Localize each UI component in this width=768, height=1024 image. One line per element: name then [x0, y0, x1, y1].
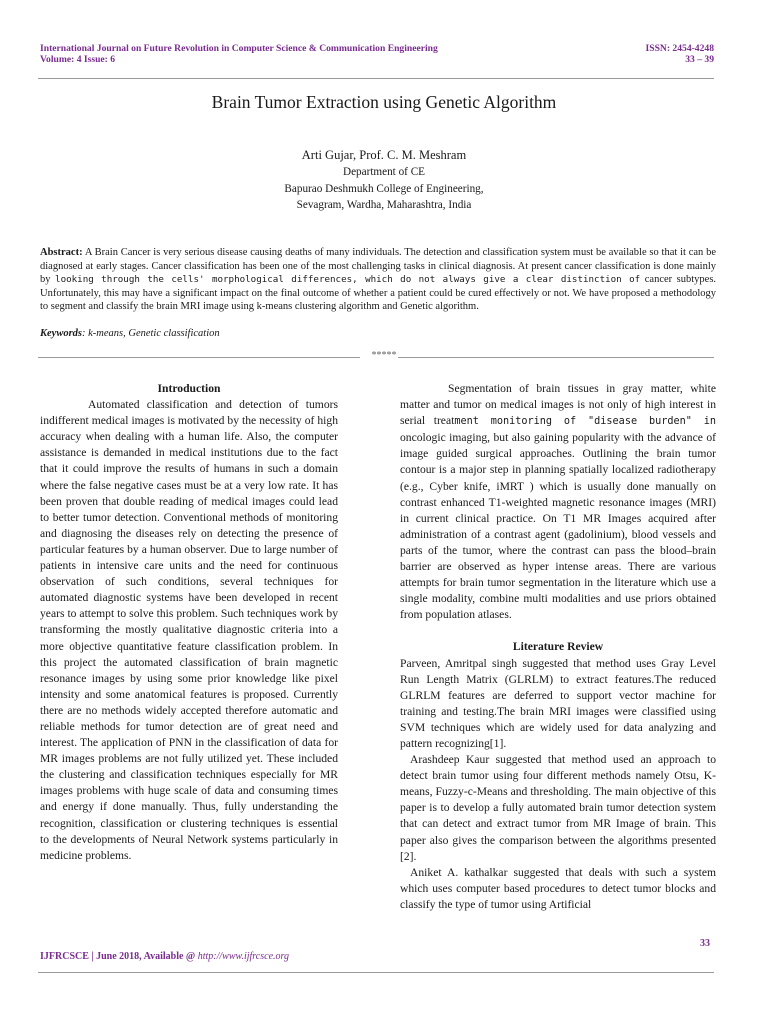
right-column — [400, 381, 716, 913]
literature-review-heading: Literature Review — [512, 640, 604, 654]
college: Bapurao Deshmukh College of Engineering, — [284, 182, 484, 195]
footer — [40, 951, 289, 962]
authors: Arti Gujar, Prof. C. M. Meshram — [301, 148, 467, 162]
abstract — [40, 246, 716, 314]
keywords — [40, 328, 220, 339]
footer-rule — [38, 972, 714, 973]
abstract-text-b: cancer subtypes. Unfortunately, this may have a significant impact on the final outcome of whether a patient could be cured effectively or not. We have proposed a methodology to segment and classify the brain MRI image using k-means clustering algorithm and Genetic algorithm. — [40, 274, 717, 313]
left-column — [40, 381, 338, 864]
journal-volume: Volume: 4 Issue: 6 — [40, 54, 116, 65]
introduction-heading: Introduction — [157, 382, 221, 395]
literature-para-1: Parveen, Amritpal singh suggested that method uses Gray Level Run Length Matrix (GLRLM) to extract features.The reduced GLRLM features are deferred to support vector machine for training and testing.The brain MRI images were classified using SVM techniques which are widely used for data analyzing and pattern recognizing[1]. — [400, 656, 716, 750]
abstract-text-mono: looking through the cells' morphological differences, which do not always give a clear distinction of — [55, 274, 641, 286]
introduction-body: Automated classification and detection of tumors indifferent medical images is motivated by the necessity of high accuracy when dealing with a human life. Also, the computer assistance is demanded in medical institutions due to the fact that it could improve the results of humans in such a domain where the false negative cases must be at a very low rate. It has been proven that double reading of medical images could lead to better tumor detection. Conventional methods of monitoring and diagnosing the diseases rely on detecting the presence of particular features by a human observer. Due to large number of patients in intensive care units and the need for continuous observation of such conditions, several techniques for automated diagnostic systems have been developed in recent years to attempt to solve this problem. Such techniques work by transforming the mostly qualitative diagnostic criteria into a more objective quantitative feature classification problem. In this project the automated classification of brain magnetic resonance images by using some prior knowledge like pixel intensity and some anatomical features is proposed. Currently there are no methods widely accepted therefore automatic and reliable methods for tumor detection are of great need and interest. The application of PNN in the classification of data for MR images problems are not fully utilized yet. These included the clustering and classification techniques especially for MR images problems with huge scale of data and consuming times and energy if done manually. Thus, fully understanding the recognition, classification or clustering techniques is essential to the developments of Neural Network systems particularly in medicine problems. — [40, 398, 338, 862]
department: Department of CE — [342, 166, 426, 178]
abstract-text-a: A Brain Cancer is very serious disease causing deaths of many individuals. The detection and classification system must be available so that it can be diagnosed at early stages. Cancer classification has been one of the most challenging tasks in clinical diagnosis. At present cancer classification is done mainly by — [40, 247, 716, 286]
keywords-text: : k-means, Genetic classification — [82, 328, 220, 339]
right-para-1a: Segmentation of brain tissues in gray matter, white matter and tumor on medical images is not only of high interest in serial treat — [400, 382, 716, 428]
separator-rule-right — [398, 357, 714, 358]
page-range: 33 – 39 — [685, 54, 714, 65]
journal-name: International Journal on Future Revolution in Computer Science & Communication Engineering — [40, 43, 438, 54]
footer-text: IJFRCSCE | June 2018, Available @ — [40, 951, 196, 962]
separator-stars: ***** — [371, 350, 397, 361]
right-para-1b: oncologic imaging, but also gaining popularity with the advance of image guided surgical approaches. Outlining the brain tumor contour is a major step in planning spatially localized radiotherapy (e.g., Cyber knife, iMRT ) which is usually done manually on contrast enhanced T1-weighted magnetic resonance images (MRI) in current clinical practice. On T1 MR Images acquired after administration of a contrast agent (gadolinium), blood vessels and parts of the tumor, where the contrast can pass the blood–brain barrier are observed as hyper intense areas. There are various attempts for brain tumor segmentation in the literature which use a single modality, combine multi modalities and use priors obtained from population atlases. — [400, 431, 716, 622]
paper-title: Brain Tumor Extraction using Genetic Algorithm — [211, 92, 557, 112]
page-number: 33 — [700, 938, 710, 949]
location: Sevagram, Wardha, Maharashtra, India — [296, 199, 472, 211]
journal-meta — [600, 43, 714, 65]
literature-para-3: Aniket A. kathalkar suggested that deals with such a system which uses computer based procedures to detect tumor blocks and classify the type of tumor using Artificial — [400, 865, 716, 911]
issn: ISSN: 2454-4248 — [645, 43, 714, 54]
affiliation — [0, 164, 768, 214]
literature-para-2: Arashdeep Kaur suggested that method used an approach to detect brain tumor using four different methods namely Otsu, K-means, Fuzzy-c-Means and thresholding. The main objective of this paper is to develop a fully automated brain tumor detection system that can detect and extract tumor from MR Image of brain. This paper also gives the comparison between the algorithms presented [2]. — [400, 753, 716, 863]
abstract-label: Abstract: — [40, 247, 83, 258]
keywords-label: Keywords — [40, 328, 82, 339]
footer-link[interactable]: http://www.ijfrcsce.org — [197, 951, 290, 962]
header-rule — [38, 78, 714, 79]
journal-header — [40, 43, 438, 65]
right-para-1-mono: ment monitoring of "disease burden" in — [454, 416, 716, 428]
right-para-1 — [400, 381, 716, 623]
